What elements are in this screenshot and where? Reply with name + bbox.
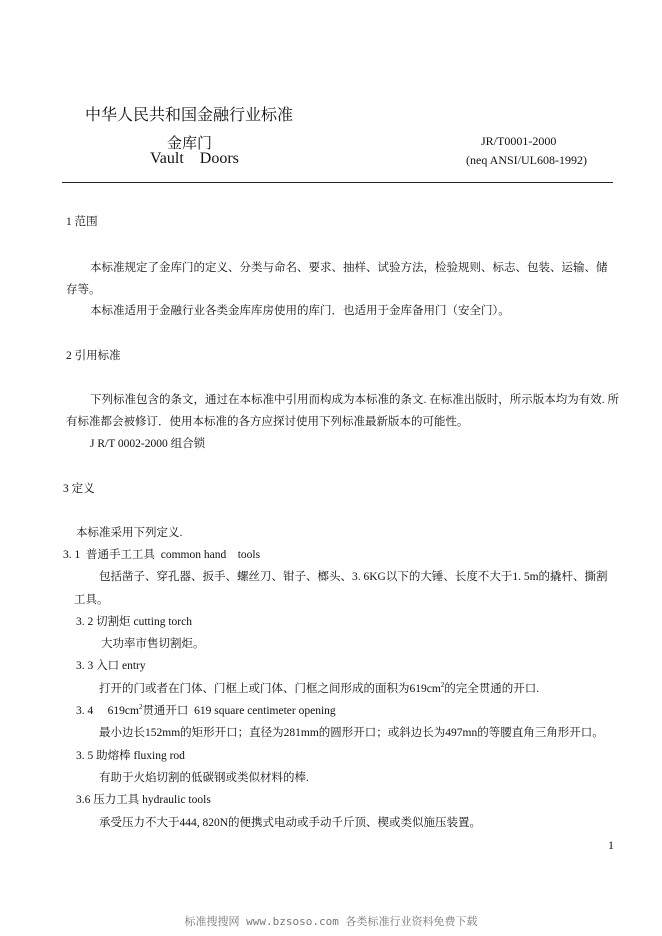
definition-3-4-title-text: 3. 4 619cm bbox=[76, 705, 139, 717]
definition-3-1-body-line-1: 包括凿子、穿孔器、扳手、螺丝刀、钳子、榔头、3. 6KG以下的大锤、长度不大于1. 5m的撬杆、撕割 bbox=[99, 571, 608, 583]
definition-3-4-superscript: 2 bbox=[138, 703, 143, 712]
section-2-heading: 2 引用标准 bbox=[66, 350, 121, 362]
definition-3-5-title: 3. 5 助熔棒 fluxing rod bbox=[76, 750, 185, 762]
section-1-paragraph-1-line-1: 本标准规定了金库门的定义、分类与命名、要求、抽样、试验方法，检验规则、标志、包装、运输、储 bbox=[90, 262, 608, 274]
definition-3-4-title-tail: 贯通开口 619 square centimeter opening bbox=[142, 705, 336, 717]
definition-3-5-body: 有助于火焰切割的低碳钢或类似材料的棒. bbox=[99, 772, 309, 784]
definition-3-4-title bbox=[76, 700, 336, 722]
definition-3-3-body-text: 打开的门或者在门体、门框上或门体、门框之间形成的面积为619cm bbox=[99, 683, 441, 695]
standard-equivalence: (neq ANSI/UL608-1992) bbox=[466, 153, 587, 167]
section-2-paragraph-1-line-1: 下列标准包含的条文，通过在本标准中引用而构成为本标准的条文. 在标准出版时，所示版本均为有效. 所 bbox=[90, 394, 619, 406]
definition-3-1-title: 3. 1 普通手工工具 common hand tools bbox=[63, 549, 261, 561]
definition-3-6-body: 承受压力不大于444, 820N的便携式电动或手动千斤顶、楔或类似施压装置。 bbox=[99, 817, 482, 829]
page-number: 1 bbox=[608, 838, 614, 852]
definition-3-1-body-line-2: 工具。 bbox=[74, 594, 109, 606]
definition-3-3-body bbox=[99, 678, 539, 700]
section-3-heading: 3 定义 bbox=[63, 483, 95, 495]
section-1-paragraph-2: 本标准适用于金融行业各类金库库房使用的库门．也适用于金库备用门（安全门）。 bbox=[90, 305, 510, 317]
section-1-heading: 1 范围 bbox=[66, 216, 98, 228]
definition-3-3-body-tail: 的完全贯通的开口. bbox=[444, 683, 540, 695]
section-3-intro: 本标准采用下列定义. bbox=[76, 527, 183, 539]
standard-code: JR/T0001-2000 bbox=[481, 134, 557, 148]
footer-watermark: 标准搜搜网 www.bzsoso.com 各类标准行业资料免费下载 bbox=[184, 915, 478, 928]
section-2-reference: J R/T 0002-2000 组合锁 bbox=[90, 438, 206, 450]
section-2-paragraph-1-line-2: 有标准都会被修订．使用本标准的各方应探讨使用下列标准最新版本的可能性。 bbox=[66, 416, 469, 428]
definition-3-3-superscript: 2 bbox=[440, 681, 445, 690]
section-1-paragraph-1-line-2: 存等。 bbox=[66, 284, 101, 296]
definition-3-3-title: 3. 3 入口 entry bbox=[76, 660, 146, 672]
org-title: 中华人民共和国金融行业标准 bbox=[85, 105, 294, 124]
document-title-en: Vault Doors bbox=[150, 150, 239, 167]
header-rule bbox=[62, 182, 613, 183]
definition-3-2-title: 3. 2 切割炬 cutting torch bbox=[76, 616, 192, 628]
document-title-cn: 金库门 bbox=[167, 134, 213, 152]
definition-3-2-body: 大功率市售切割炬。 bbox=[101, 638, 205, 650]
definition-3-6-title: 3.6 压力工具 hydraulic tools bbox=[76, 794, 211, 806]
definition-3-4-body: 最小边长152mm的矩形开口；直径为281mm的圆形开口；或斜边长为497mn的等腰直角三角形开口。 bbox=[99, 727, 604, 739]
